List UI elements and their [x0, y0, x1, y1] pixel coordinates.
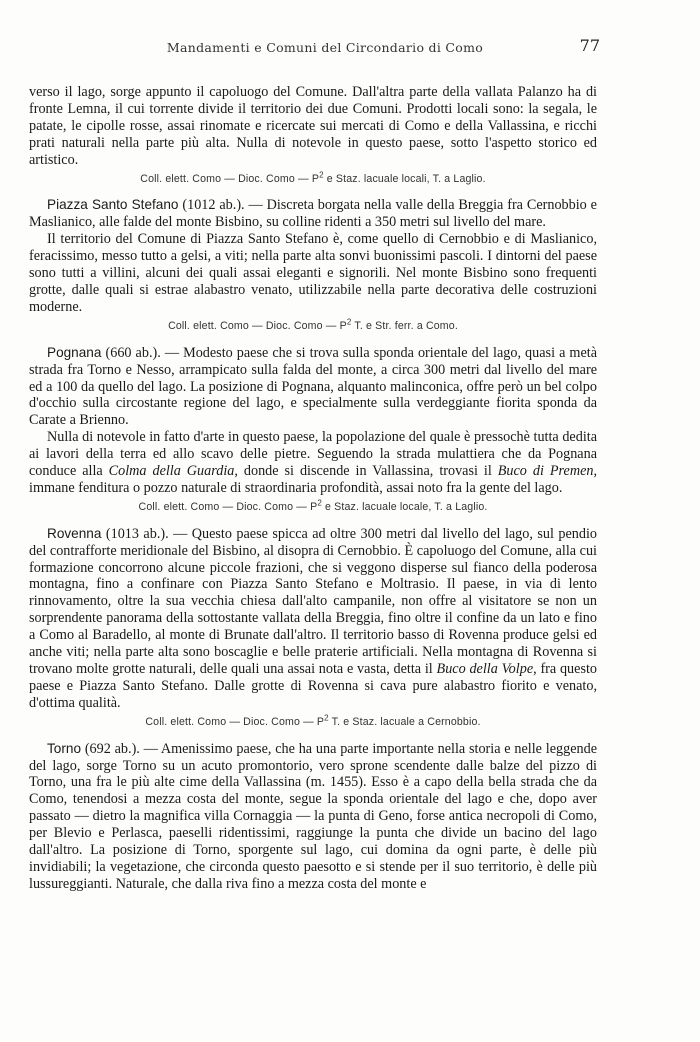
entry-paragraph: Il territorio del Comune di Piazza Santo Stefano è, come quello di Cernobbio e di Maslianico, feracissimo, messo tutto a gelsi, a viti; nella parte alta sonvi buonissimi pascoli. I dintorni del paese sono tutti a villini, alcuni dei quali assai eleganti e signorili. Nel monte Bisbino sono frequenti grotte, dalle quali si estrae alabastro venato, utilizzabile nella parte decorativa delle costruzioni moderne.: [29, 231, 597, 315]
entry-text: (692 ab.). — Amenissimo paese, che ha una parte importante nella storia e nelle leggende del lago, sorge Torno su un acuto promontorio, vero sprone scendente dalle balze del pizzo di Torno, una fra le più alte cime della Vallassina (m. 1455). Esso è a capo della bella strada che da Como, tenendosi a mezza costa del monte, segue la sponda orientale del lago e che, dopo aver passato — dietro la magnifica villa Cornaggia — la punta di Geno, forse antica necropoli di Como, per Blevio e Perlasca, paeselli ridentissimi, raggiunge la punta che divide un bacino del lago dall'altro. La posizione di Torno, sporgente sul lago, cui domina da ogni parte, è delle più invidiabili; la vegetazione, che circonda questo paesotto e si stende per il suo territorio, è delle più lussureggianti. Naturale, che dalla riva fino a mezza costa del monte e: [29, 740, 597, 892]
entry-title: Pognana: [47, 344, 102, 360]
entry-title: Torno: [47, 740, 82, 756]
entry-rovenna: [29, 526, 597, 712]
entry-torno: [29, 741, 597, 893]
intro-paragraph: verso il lago, sorge appunto il capoluogo del Comune. Dall'altra parte della vallata Palanzo ha di fronte Lemna, il cui torrente divide il territorio dei due Comuni. Prodotti locali sono: la segala, le patate, le cipolle rosse, assai rinomate e ricercate sui mercati di Como e della Vallassina, e ricchi prati naturali nella parte più alta. Nulla di notevole in questo paese, sotto l'aspetto storico ed artistico.: [29, 84, 597, 168]
meta-text: e Staz. lacuale locali, T. a Laglio.: [323, 172, 486, 185]
meta-text: e Staz. lacuale locale, T. a Laglio.: [321, 500, 488, 513]
place-name: Colma della Guardia: [108, 463, 235, 480]
meta-sup: 2: [346, 317, 352, 327]
entry-piazza-santo-stefano: [29, 197, 597, 231]
entry-paragraph: [29, 429, 597, 497]
meta-text: Coll. elett. Como — Dioc. Como — P: [138, 500, 318, 513]
meta-text: Coll. elett. Como — Dioc. Como — P: [145, 715, 325, 728]
entry-title: Rovenna: [47, 525, 102, 541]
place-name: Buco di Premen: [497, 463, 594, 480]
entry-text: , immane fenditura o pozzo naturale di straordinaria profondità, assai noto fra la gente del lago.: [29, 463, 598, 496]
running-title: Mandamenti e Comuni del Circondario di Como: [166, 40, 484, 55]
body-text: [29, 84, 597, 893]
piazza-meta: [29, 318, 597, 335]
running-header: [50, 36, 600, 60]
page-number: 77: [579, 36, 600, 55]
entry-text: (660 ab.). — Modesto paese che si trova sulla sponda orientale del lago, quasi a metà strada fra Torno e Nesso, arrampicato sulla falda del monte, a circa 300 metri dal livello del mare ed a 100 da quello del lago. La posizione di Pognana, alquanto malinconica, offre però un bel colpo d'occhio sulla circostante regione del lago, e specialmente sulla verdeggiante fiorita sponda da Carate a Brienno.: [29, 344, 597, 429]
intro-meta: [29, 171, 597, 188]
meta-sup: 2: [324, 713, 329, 723]
meta-text: Coll. elett. Como — Dioc. Como — P: [168, 319, 347, 332]
entry-text: (1012 ab.). — Discreta borgata nella valle della Breggia fra Cernobbio e Maslianico, alle falde del monte Bisbino, su colline ridenti a 350 metri sul livello del mare.: [29, 197, 597, 231]
meta-text: T. e Str. ferr. a Como.: [351, 319, 458, 332]
entry-text: (1013 ab.). — Questo paese spicca ad oltre 300 metri dal livello del lago, sul pendio del contrafforte meridionale del Bisbino, al disopra di Cernobbio. È capoluogo del Comune, alla cui formazione concorrono alcune piccole frazioni, che si veggono disperse sul fianco della poderosa montagna, fino a confinare con Piazza Santo Stefano e Moltrasio. Il paese, in via di lento rinnovamento, oltre la sua vecchia chiesa dall'alto campanile, non offre al visitatore se non un sorprendente panorama della sottostante vallata della Breggia, fino oltre il confine da un lato e fino a Como al Baradello, al monte di Brunate dall'altro. Il territorio basso di Rovenna produce gelsi ed anche viti; nella parte alta sono boscaglie e belle praterie artificiali. Nella montagna di Rovenna si trovano molte grotte naturali, delle quali una assai nota e vasta, detta il: [29, 525, 597, 677]
entry-pognana: [29, 345, 597, 430]
meta-sup: 2: [317, 498, 322, 508]
entry-title: Piazza Santo Stefano: [47, 197, 179, 213]
entry-text: , fra questo paese e Piazza Santo Stefano. Dalle grotte di Rovenna si cava pure alabastro fiorito e venato, d'ottima qualità.: [29, 661, 598, 711]
entry-text: , donde si discende in Vallassina, trovasi il: [234, 463, 498, 480]
place-name: Buco della Volpe: [436, 661, 534, 677]
meta-text: Coll. elett. Como — Dioc. Como — P: [140, 172, 320, 185]
pognana-meta: [29, 499, 597, 516]
meta-sup: 2: [319, 170, 324, 179]
rovenna-meta: [29, 714, 597, 731]
meta-text: T. e Staz. lacuale a Cernobbio.: [328, 715, 481, 728]
entry-text: Nulla di notevole in fatto d'arte in questo paese, la popolazione del quale è pressochè tutta dedita ai lavori della terra ed allo scavo delle pietre. Seguendo la strada mulattiera che da Pognana conduce alla: [29, 429, 597, 480]
